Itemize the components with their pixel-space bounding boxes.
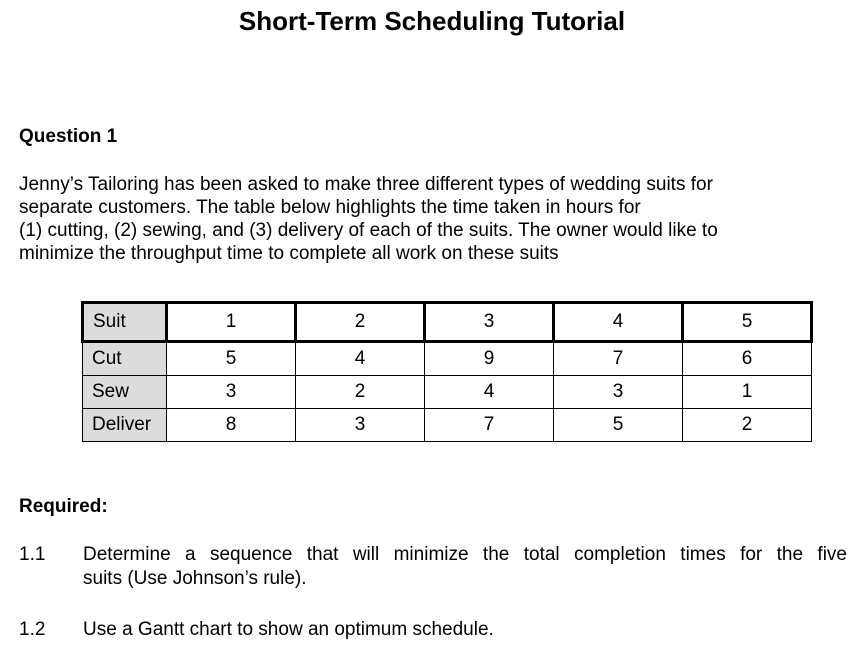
table-cell: 4 bbox=[296, 342, 425, 376]
table-row-cut bbox=[83, 342, 812, 376]
table-cell: 3 bbox=[167, 376, 296, 409]
table-cell: 6 bbox=[683, 342, 812, 376]
question-intro bbox=[19, 173, 849, 265]
required-item bbox=[19, 543, 847, 591]
item-number: 1.2 bbox=[19, 619, 46, 640]
row-label-cut: Cut bbox=[83, 342, 167, 376]
item-line: Determine a sequence that will minimize the total completion times for the five bbox=[83, 544, 847, 565]
required-item bbox=[19, 618, 847, 642]
table-row-deliver bbox=[83, 409, 812, 442]
table-cell: 1 bbox=[683, 376, 812, 409]
table-cell: 5 bbox=[554, 409, 683, 442]
row-label-suit: Suit bbox=[83, 303, 167, 342]
table-row-sew bbox=[83, 376, 812, 409]
intro-line: separate customers. The table below highlights the time taken in hours for bbox=[19, 197, 641, 218]
table-cell: 8 bbox=[167, 409, 296, 442]
question-heading: Question 1 bbox=[19, 126, 118, 147]
table-cell: 9 bbox=[425, 342, 554, 376]
table-cell: 7 bbox=[554, 342, 683, 376]
table-cell: 3 bbox=[296, 409, 425, 442]
item-line: Use a Gantt chart to show an optimum schedule. bbox=[83, 619, 494, 640]
intro-line: minimize the throughput time to complete all work on these suits bbox=[19, 243, 559, 264]
item-number: 1.1 bbox=[19, 544, 46, 565]
table-cell: 4 bbox=[425, 376, 554, 409]
item-line: suits (Use Johnson’s rule). bbox=[83, 568, 307, 589]
table-header-row bbox=[83, 303, 812, 342]
table-cell: 2 bbox=[683, 409, 812, 442]
table-cell: 3 bbox=[554, 376, 683, 409]
table-cell: 5 bbox=[167, 342, 296, 376]
required-heading: Required: bbox=[19, 496, 108, 517]
row-label-deliver: Deliver bbox=[83, 409, 167, 442]
suit-times-table bbox=[81, 301, 813, 442]
suit-number-cell: 2 bbox=[296, 303, 425, 342]
suit-number-cell: 4 bbox=[554, 303, 683, 342]
suit-number-cell: 1 bbox=[167, 303, 296, 342]
item-text bbox=[83, 618, 847, 642]
page-title: Short-Term Scheduling Tutorial bbox=[238, 6, 626, 36]
row-label-sew: Sew bbox=[83, 376, 167, 409]
suit-number-cell: 3 bbox=[425, 303, 554, 342]
table-cell: 2 bbox=[296, 376, 425, 409]
table-cell: 7 bbox=[425, 409, 554, 442]
intro-line: (1) cutting, (2) sewing, and (3) delivery of each of the suits. The owner would like to bbox=[19, 220, 718, 241]
suit-number-cell: 5 bbox=[683, 303, 812, 342]
intro-line: Jenny’s Tailoring has been asked to make three different types of wedding suits for bbox=[19, 174, 713, 195]
item-text bbox=[83, 543, 847, 591]
